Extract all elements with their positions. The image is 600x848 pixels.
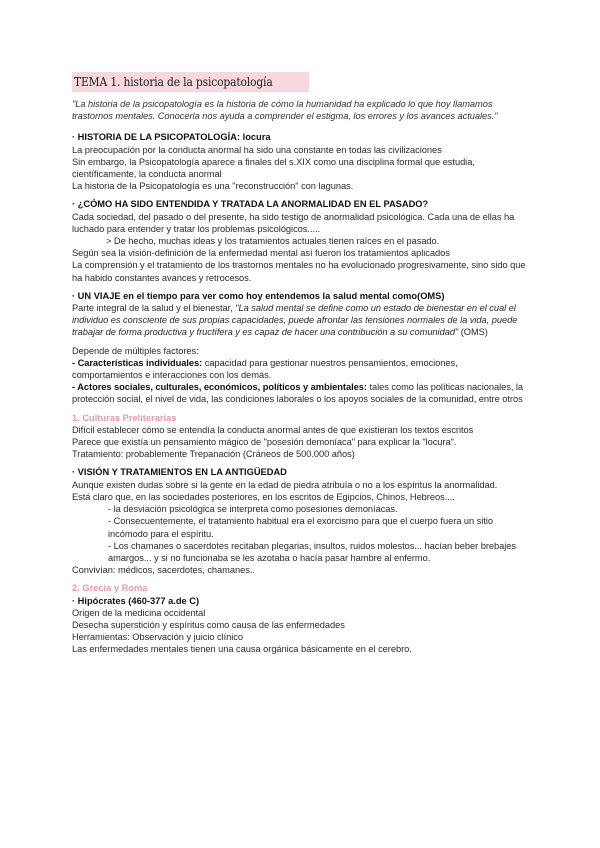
bullet-item: - Los chamanes o sacerdotes recitaban plegarias, insultos, ruidos molestos... hacían beber brebajes amargos... y si no funcionaba se les azotaba o hacía pasar hambre al enfermo.: [108, 540, 516, 563]
paragraph-oms: [72, 302, 530, 339]
paragraph: La comprensión y el tratamiento de los trastornos mentales no ha evolucionado progresivamente, sino sido que ha habido constantes avances y retrocesos.: [72, 260, 526, 283]
intro-quote: "La historia de la psicopatología es la historia de cómo la humanidad ha explicado lo que hoy llamamos trastornos mentales. Conocerla nos ayuda a comprender el estigma, los errores y los avances actuales.": [72, 99, 498, 122]
paragraph: Herramientas: Observación y juicio clínico: [72, 632, 243, 643]
bullet-item: - Consecuentemente, el tratamiento habitual era el exorcismo para que el cuerpo fuera un sitio incómodo para el espíritu.: [108, 516, 493, 539]
factor-item: [72, 357, 530, 381]
subheading-hipocrates: · Hipócrates (460-377 a.de C): [72, 595, 200, 606]
paragraph: La preocupación por la conducta anormal ha sido una constante en todas las civilizaciones: [72, 144, 442, 155]
page-title: TEMA 1. historia de la psicopatología: [74, 74, 273, 89]
factor-text: tales como las políticas nacionales, la protección social, el nivel de vida, las condiciones laborales o los apoyos sociales de la comunidad, entre otros: [72, 382, 524, 405]
paragraph: Las enfermedades mentales tienen una causa orgánica básicamente en el cerebro.: [72, 644, 412, 655]
indented-note: > De hecho, muchas ideas y los tratamientos actuales tienen raíces en el pasado.: [106, 236, 440, 247]
factor-label: - Actores sociales, culturales, económicos, políticos y ambientales:: [72, 382, 367, 393]
paragraph: Convivían: médicos, sacerdotes, chamanes..: [72, 565, 255, 576]
oms-lead: Parte integral de la salud y el bienestar,: [72, 303, 236, 314]
bullet-item: - la desviación psicológica se interpreta como posesiones demoníacas.: [108, 504, 398, 515]
factor-label: - Características individuales:: [72, 357, 203, 368]
paragraph: Desecha superstición y espíritus como causa de las enfermedades: [72, 619, 345, 630]
paragraph: Según sea la visión-definición de la enfermedad mental así fueron los tratamientos aplicados: [72, 248, 450, 259]
paragraph: Tratamiento: probablemente Trepanación (Cráneos de 500.000 años): [72, 449, 355, 460]
factor-item: [72, 381, 530, 405]
paragraph: La historia de la Psicopatología es una "reconstrucción" con lagunas.: [72, 181, 354, 192]
paragraph: Origen de la medicina occidental: [72, 607, 206, 618]
section-heading-antiguedad: · VISIÓN Y TRATAMIENTOS EN LA ANTIGÜEDAD: [72, 467, 287, 478]
factor-text: capacidad para gestionar nuestros pensamientos, emociones, comportamientos e interacciones con los demás.: [72, 357, 458, 381]
section-heading-viaje: · UN VIAJE en el tiempo para ver como hoy entendemos la salud mental como(OMS): [72, 290, 445, 301]
paragraph: Sin embargo, la Psicopatología aparece a finales del s.XIX como una disciplina formal que estudia, científicamente, la conducta anormal: [72, 156, 475, 180]
oms-quote: "La salud mental se define como un estado de bienestar en el cual el individuo es consciente de sus propias capacidades, puede afrontar las tensiones normales de la vida, puede trabajar de forma productiva y fructífera y es capaz de hacer una contribución a su comunidad": [72, 303, 518, 338]
section-heading-anormalidad: · ¿CÓMO HA SIDO ENTENDIDA Y TRATADA LA ANORMALIDAD EN EL PASADO?: [72, 199, 429, 210]
paragraph: Parece que existía un pensamiento mágico de "posesión demoníaca" para explicar la "locura".: [72, 437, 457, 448]
section-heading-culturas: 1. Culturas Preliterarias: [72, 412, 177, 423]
paragraph: Difícil establecer cómo se entendía la conducta anormal antes de que existieran los textos escritos: [72, 424, 474, 435]
paragraph: Cada sociedad, del pasado o del presente, ha sido testigo de anormalidad psicológica. Cada una de ellas ha luchado para entender y tratar los problemas psicológicos.....: [72, 211, 515, 234]
paragraph: Está claro que, en las sociedades posteriores, en los escritos de Egipcios, Chinos, Hebreos....: [72, 491, 455, 502]
paragraph: Aunque existen dudas sobre si la gente en la edad de piedra atribuía o no a los espíritus la anormalidad.: [72, 479, 498, 490]
section-heading-grecia: 2. Grecia y Roma: [72, 583, 148, 594]
paragraph: Depende de múltiples factores:: [72, 345, 199, 356]
oms-source: (OMS): [458, 327, 488, 338]
title-highlight: [72, 72, 309, 92]
section-heading-historia: · HISTORIA DE LA PSICOPATOLOGÍA: locura: [72, 132, 271, 143]
